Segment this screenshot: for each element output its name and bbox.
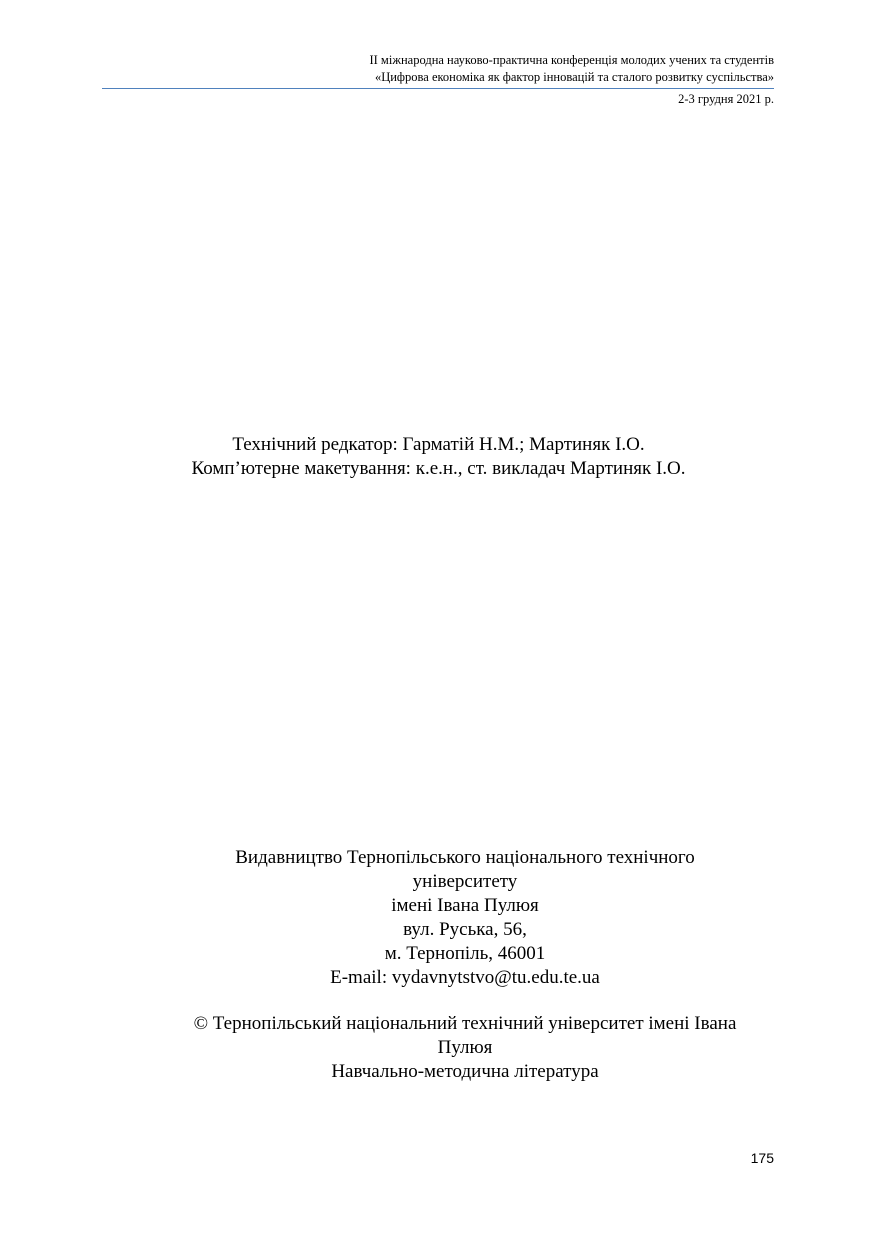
copyright-line3: Навчально-методична література: [331, 1061, 599, 1082]
publisher-block: [140, 846, 790, 1084]
publisher-street: вул. Руська, 56,: [403, 919, 527, 940]
layout-credit-line: Комп’ютерне макетування: к.е.н., ст. викладач Мартиняк І.О.: [191, 458, 686, 479]
technical-editor-line: Технічний редкатор: Гарматій Н.М.; Мартиняк І.О.: [232, 434, 645, 455]
copyright-line1: © Тернопільський національний технічний університет імені Івана: [193, 1013, 737, 1034]
header-conference-line: II міжнародна науково-практична конференція молодих учених та студентів: [369, 53, 774, 67]
publisher-city: м. Тернопіль, 46001: [384, 943, 546, 964]
running-header: [102, 52, 774, 86]
copyright-line2: Пулюя: [437, 1037, 493, 1058]
publisher-email: E-mail: vydavnytstvo@tu.edu.te.ua: [330, 967, 600, 988]
publisher-name-line3: імені Івана Пулюя: [391, 895, 539, 916]
paragraph-spacer: [140, 990, 790, 1012]
header-divider: [102, 88, 774, 89]
header-conference-title: «Цифрова економіка як фактор інновацій та сталого розвитку суспільства»: [374, 70, 774, 84]
header-date: 2-3 грудня 2021 р.: [678, 92, 774, 106]
editors-block: [0, 433, 877, 481]
publisher-name-line1: Видавництво Тернопільського національного технічного: [235, 847, 695, 868]
page-number: 175: [750, 1150, 774, 1166]
publisher-name-line2: університету: [412, 871, 518, 892]
